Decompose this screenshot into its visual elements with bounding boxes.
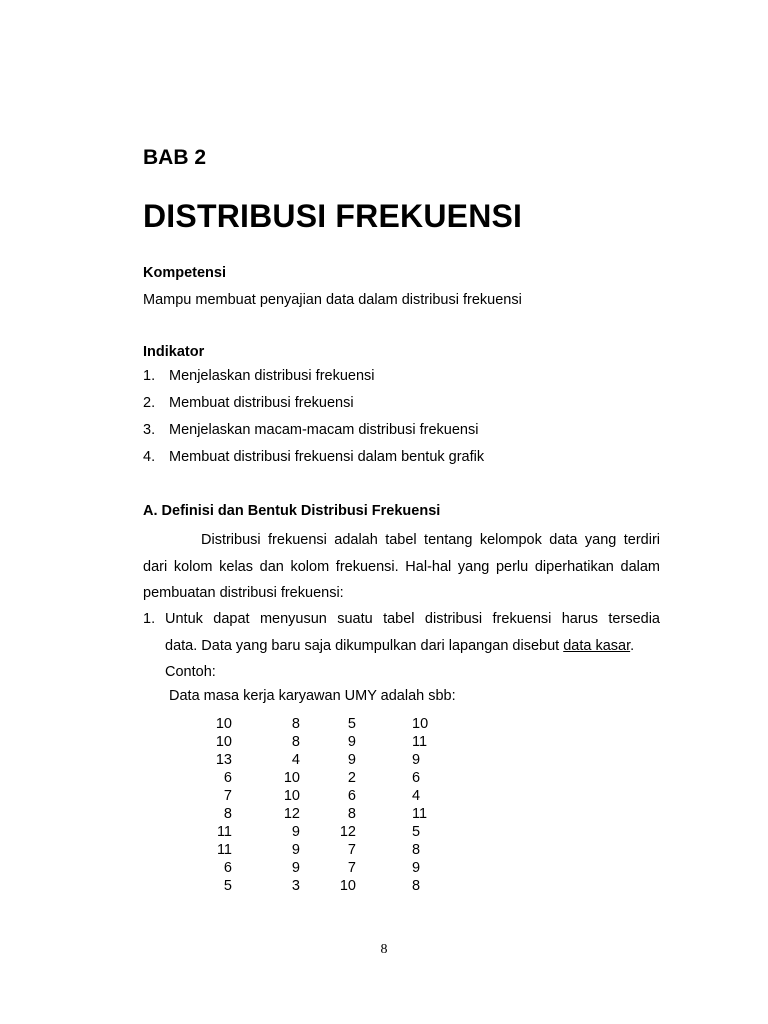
page-title: DISTRIBUSI FREKUENSI — [143, 198, 523, 234]
table-cell: 4 — [412, 788, 421, 804]
table-row — [180, 715, 480, 733]
table-row — [180, 733, 480, 751]
table-cell: 10 — [339, 878, 356, 894]
table-cell: 6 — [223, 770, 232, 786]
table-cell: 10 — [283, 770, 300, 786]
list-item-text: Membuat distribusi frekuensi dalam bentuk grafik — [169, 449, 485, 465]
table-cell: 9 — [347, 752, 356, 768]
table-cell: 9 — [291, 824, 300, 840]
list-item-text: Membuat distribusi frekuensi — [169, 395, 354, 411]
page-number: 8 — [380, 942, 388, 957]
chapter-label: BAB 2 — [143, 146, 207, 169]
table-cell: 8 — [223, 806, 232, 822]
paragraph-line: Distribusi frekuensi adalah tabel tentang kelompok data yang terdiri — [201, 532, 660, 548]
table-cell: 2 — [347, 770, 356, 786]
item-body — [165, 606, 660, 686]
table-cell: 11 — [216, 842, 232, 858]
table-cell: 8 — [291, 734, 300, 750]
table-row — [180, 787, 480, 805]
table-cell: 8 — [412, 878, 421, 894]
table-cell: 10 — [215, 734, 232, 750]
table-cell: 5 — [347, 716, 356, 732]
table-row — [180, 877, 480, 895]
table-row — [180, 823, 480, 841]
list-item-number: 3. — [143, 422, 156, 438]
item-line — [165, 633, 660, 660]
list-item-text: Menjelaskan distribusi frekuensi — [169, 368, 375, 384]
kompetensi-heading: Kompetensi — [143, 265, 226, 281]
table-cell: 7 — [347, 842, 356, 858]
list-item — [143, 366, 484, 393]
table-cell: 5 — [412, 824, 421, 840]
paragraph-line: dari kolom kelas dan kolom frekuensi. Hal-hal yang perlu diperhatikan dalam — [143, 558, 660, 575]
item-line: Untuk dapat menyusun suatu tabel distribusi frekuensi harus tersedia — [165, 611, 660, 627]
table-cell: 11 — [412, 806, 428, 822]
table-cell: 11 — [216, 824, 232, 840]
item-text: data. Data yang baru saja dikumpulkan dari lapangan disebut — [165, 637, 564, 654]
item-line: Contoh: — [165, 664, 216, 680]
table-cell: 13 — [215, 752, 232, 768]
list-item-number: 1. — [143, 368, 156, 384]
table-row — [180, 751, 480, 769]
table-cell: 7 — [223, 788, 232, 804]
table-row — [180, 859, 480, 877]
kompetensi-text: Mampu membuat penyajian data dalam distribusi frekuensi — [143, 292, 522, 308]
table-cell: 4 — [291, 752, 300, 768]
term-data-kasar: data kasar — [563, 637, 631, 654]
table-cell: 6 — [347, 788, 356, 804]
table-cell: 9 — [291, 860, 300, 876]
table-cell: 10 — [283, 788, 300, 804]
item-text: . — [630, 637, 635, 654]
table-cell: 9 — [347, 734, 356, 750]
table-cell: 10 — [412, 716, 429, 732]
list-item-number: 2. — [143, 395, 156, 411]
table-row — [180, 805, 480, 823]
data-grid — [180, 715, 480, 895]
table-cell: 8 — [347, 806, 356, 822]
table-cell: 9 — [291, 842, 300, 858]
section-a-heading: A. Definisi dan Bentuk Distribusi Frekuensi — [143, 503, 441, 519]
table-cell: 12 — [283, 806, 300, 822]
indikator-heading: Indikator — [143, 344, 205, 360]
table-cell: 9 — [412, 752, 421, 768]
table-cell: 6 — [412, 770, 421, 786]
table-cell: 10 — [215, 716, 232, 732]
table-cell: 5 — [223, 878, 232, 894]
data-intro: Data masa kerja karyawan UMY adalah sbb: — [169, 688, 456, 704]
table-row — [180, 769, 480, 787]
table-cell: 11 — [412, 734, 428, 750]
table-cell: 8 — [412, 842, 421, 858]
list-item-number: 4. — [143, 449, 156, 465]
table-cell: 7 — [347, 860, 356, 876]
indikator-list — [143, 366, 484, 474]
table-cell: 8 — [291, 716, 300, 732]
table-cell: 6 — [223, 860, 232, 876]
table-row — [180, 841, 480, 859]
list-item-text: Menjelaskan macam-macam distribusi frekuensi — [169, 422, 479, 438]
list-item — [143, 393, 484, 420]
item-number: 1. — [143, 611, 156, 627]
table-cell: 9 — [412, 860, 421, 876]
list-item — [143, 420, 484, 447]
section-a-paragraph — [143, 527, 660, 607]
list-item — [143, 447, 484, 474]
table-cell: 12 — [339, 824, 356, 840]
table-cell: 3 — [291, 878, 300, 894]
paragraph-line: pembuatan distribusi frekuensi: — [143, 585, 344, 601]
